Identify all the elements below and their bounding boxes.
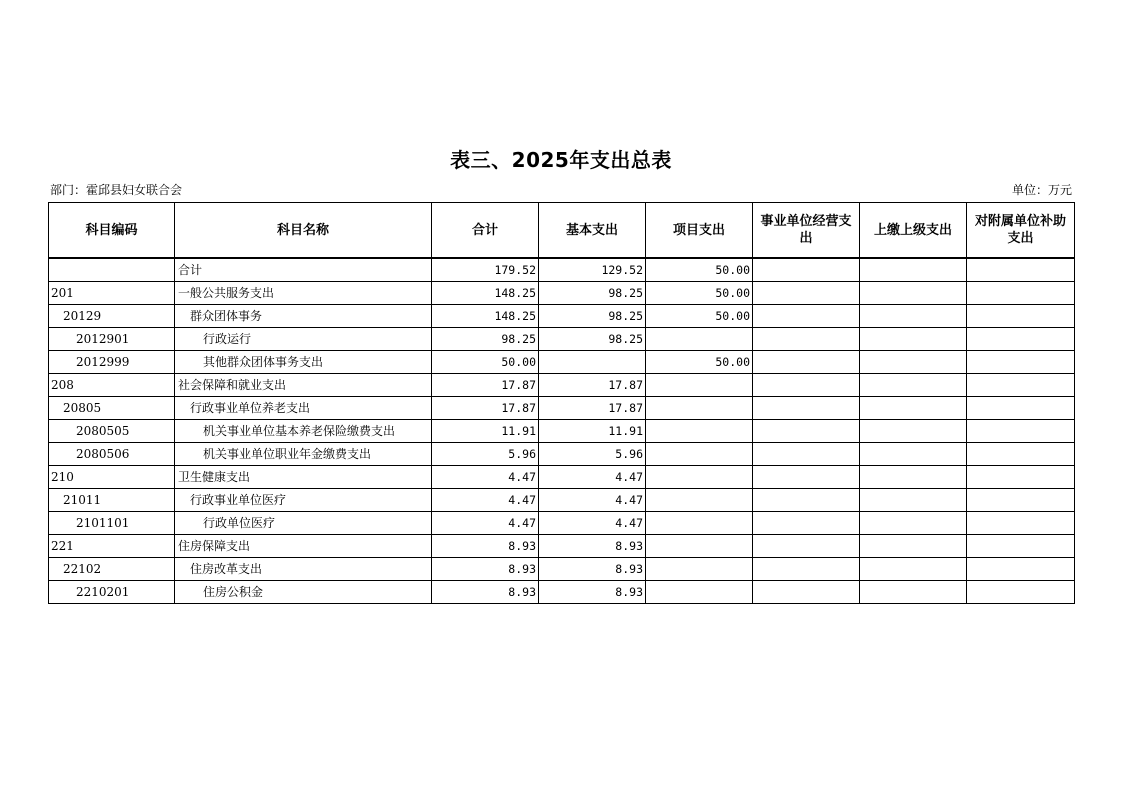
cell-business — [753, 374, 860, 397]
cell-basic: 11.91 — [539, 420, 646, 443]
cell-total: 8.93 — [432, 535, 539, 558]
cell-business — [753, 397, 860, 420]
cell-basic — [539, 351, 646, 374]
cell-subsidy — [967, 581, 1075, 604]
cell-basic: 8.93 — [539, 535, 646, 558]
table-row — [49, 535, 1075, 558]
cell-total: 4.47 — [432, 489, 539, 512]
cell-basic: 8.93 — [539, 558, 646, 581]
cell-total: 4.47 — [432, 466, 539, 489]
cell-business — [753, 489, 860, 512]
cell-business — [753, 535, 860, 558]
cell-code: 201 — [49, 282, 175, 305]
cell-subsidy — [967, 443, 1075, 466]
cell-code: 20805 — [49, 397, 175, 420]
cell-project — [646, 374, 753, 397]
cell-basic: 17.87 — [539, 397, 646, 420]
cell-business — [753, 258, 860, 282]
unit-label: 单位：万元 — [1011, 183, 1072, 197]
cell-project — [646, 558, 753, 581]
cell-upper — [860, 305, 967, 328]
cell-project — [646, 328, 753, 351]
cell-code: 21011 — [49, 489, 175, 512]
header-upper: 上缴上级支出 — [860, 203, 967, 259]
cell-upper — [860, 466, 967, 489]
cell-upper — [860, 535, 967, 558]
cell-name: 住房保障支出 — [175, 535, 432, 558]
cell-total: 179.52 — [432, 258, 539, 282]
table-row — [49, 420, 1075, 443]
cell-business — [753, 443, 860, 466]
page-title: 表三、2025年支出总表 — [450, 148, 672, 172]
cell-subsidy — [967, 397, 1075, 420]
table-row — [49, 305, 1075, 328]
cell-code: 2101101 — [49, 512, 175, 535]
cell-subsidy — [967, 258, 1075, 282]
cell-subsidy — [967, 512, 1075, 535]
cell-code: 210 — [49, 466, 175, 489]
cell-subsidy — [967, 328, 1075, 351]
cell-code: 2080506 — [49, 443, 175, 466]
cell-business — [753, 305, 860, 328]
cell-name: 合计 — [175, 258, 432, 282]
cell-upper — [860, 420, 967, 443]
expenditure-table — [48, 202, 1075, 604]
cell-code: 221 — [49, 535, 175, 558]
cell-upper — [860, 558, 967, 581]
cell-project: 50.00 — [646, 305, 753, 328]
cell-name: 社会保障和就业支出 — [175, 374, 432, 397]
cell-basic: 8.93 — [539, 581, 646, 604]
header-basic: 基本支出 — [539, 203, 646, 259]
table-row — [49, 512, 1075, 535]
header-subsidy: 对附属单位补助支出 — [967, 203, 1075, 259]
cell-upper — [860, 282, 967, 305]
cell-total: 4.47 — [432, 512, 539, 535]
cell-business — [753, 328, 860, 351]
cell-business — [753, 420, 860, 443]
cell-upper — [860, 489, 967, 512]
cell-upper — [860, 374, 967, 397]
cell-project — [646, 512, 753, 535]
cell-subsidy — [967, 489, 1075, 512]
cell-name: 群众团体事务 — [175, 305, 432, 328]
cell-name: 机关事业单位基本养老保险缴费支出 — [175, 420, 432, 443]
cell-total: 50.00 — [432, 351, 539, 374]
cell-name: 行政事业单位养老支出 — [175, 397, 432, 420]
cell-name: 卫生健康支出 — [175, 466, 432, 489]
table-row — [49, 328, 1075, 351]
cell-name: 住房公积金 — [175, 581, 432, 604]
cell-project: 50.00 — [646, 258, 753, 282]
cell-code: 2012901 — [49, 328, 175, 351]
table-row — [49, 489, 1075, 512]
cell-basic: 98.25 — [539, 282, 646, 305]
cell-total: 8.93 — [432, 558, 539, 581]
cell-basic: 98.25 — [539, 328, 646, 351]
cell-basic: 5.96 — [539, 443, 646, 466]
cell-name: 行政单位医疗 — [175, 512, 432, 535]
cell-upper — [860, 581, 967, 604]
cell-total: 17.87 — [432, 397, 539, 420]
cell-business — [753, 581, 860, 604]
header-code: 科目编码 — [49, 203, 175, 259]
cell-total: 17.87 — [432, 374, 539, 397]
header-business: 事业单位经营支出 — [753, 203, 860, 259]
cell-business — [753, 512, 860, 535]
header-total: 合计 — [432, 203, 539, 259]
table-row — [49, 443, 1075, 466]
cell-basic: 4.47 — [539, 489, 646, 512]
cell-subsidy — [967, 466, 1075, 489]
department-label: 部门：霍邱县妇女联合会 — [50, 183, 183, 197]
table-row — [49, 581, 1075, 604]
cell-project — [646, 397, 753, 420]
table-row — [49, 558, 1075, 581]
cell-code — [49, 258, 175, 282]
cell-name: 行政事业单位医疗 — [175, 489, 432, 512]
cell-code: 22102 — [49, 558, 175, 581]
cell-subsidy — [967, 420, 1075, 443]
cell-total: 148.25 — [432, 282, 539, 305]
cell-upper — [860, 512, 967, 535]
cell-name: 住房改革支出 — [175, 558, 432, 581]
table-header-row — [49, 203, 1075, 259]
header-name: 科目名称 — [175, 203, 432, 259]
cell-business — [753, 466, 860, 489]
cell-project: 50.00 — [646, 351, 753, 374]
cell-upper — [860, 397, 967, 420]
table-row — [49, 351, 1075, 374]
cell-project — [646, 443, 753, 466]
cell-code: 2210201 — [49, 581, 175, 604]
cell-code: 2012999 — [49, 351, 175, 374]
cell-business — [753, 282, 860, 305]
cell-business — [753, 558, 860, 581]
cell-business — [753, 351, 860, 374]
cell-total: 148.25 — [432, 305, 539, 328]
cell-upper — [860, 328, 967, 351]
table-row — [49, 466, 1075, 489]
cell-total: 5.96 — [432, 443, 539, 466]
cell-basic: 129.52 — [539, 258, 646, 282]
cell-project — [646, 535, 753, 558]
cell-basic: 98.25 — [539, 305, 646, 328]
cell-subsidy — [967, 282, 1075, 305]
cell-total: 98.25 — [432, 328, 539, 351]
cell-name: 行政运行 — [175, 328, 432, 351]
cell-basic: 17.87 — [539, 374, 646, 397]
cell-basic: 4.47 — [539, 466, 646, 489]
cell-project — [646, 581, 753, 604]
cell-project — [646, 420, 753, 443]
table-row — [49, 258, 1075, 282]
table-row — [49, 397, 1075, 420]
cell-project — [646, 466, 753, 489]
table-row — [49, 374, 1075, 397]
cell-name: 其他群众团体事务支出 — [175, 351, 432, 374]
cell-subsidy — [967, 305, 1075, 328]
cell-code: 20129 — [49, 305, 175, 328]
cell-upper — [860, 351, 967, 374]
header-project: 项目支出 — [646, 203, 753, 259]
cell-code: 208 — [49, 374, 175, 397]
cell-name: 机关事业单位职业年金缴费支出 — [175, 443, 432, 466]
cell-basic: 4.47 — [539, 512, 646, 535]
cell-subsidy — [967, 374, 1075, 397]
cell-subsidy — [967, 351, 1075, 374]
cell-project: 50.00 — [646, 282, 753, 305]
cell-subsidy — [967, 558, 1075, 581]
cell-upper — [860, 443, 967, 466]
cell-total: 11.91 — [432, 420, 539, 443]
cell-code: 2080505 — [49, 420, 175, 443]
table-body — [49, 258, 1075, 604]
cell-name: 一般公共服务支出 — [175, 282, 432, 305]
cell-subsidy — [967, 535, 1075, 558]
cell-total: 8.93 — [432, 581, 539, 604]
cell-project — [646, 489, 753, 512]
table-row — [49, 282, 1075, 305]
cell-upper — [860, 258, 967, 282]
